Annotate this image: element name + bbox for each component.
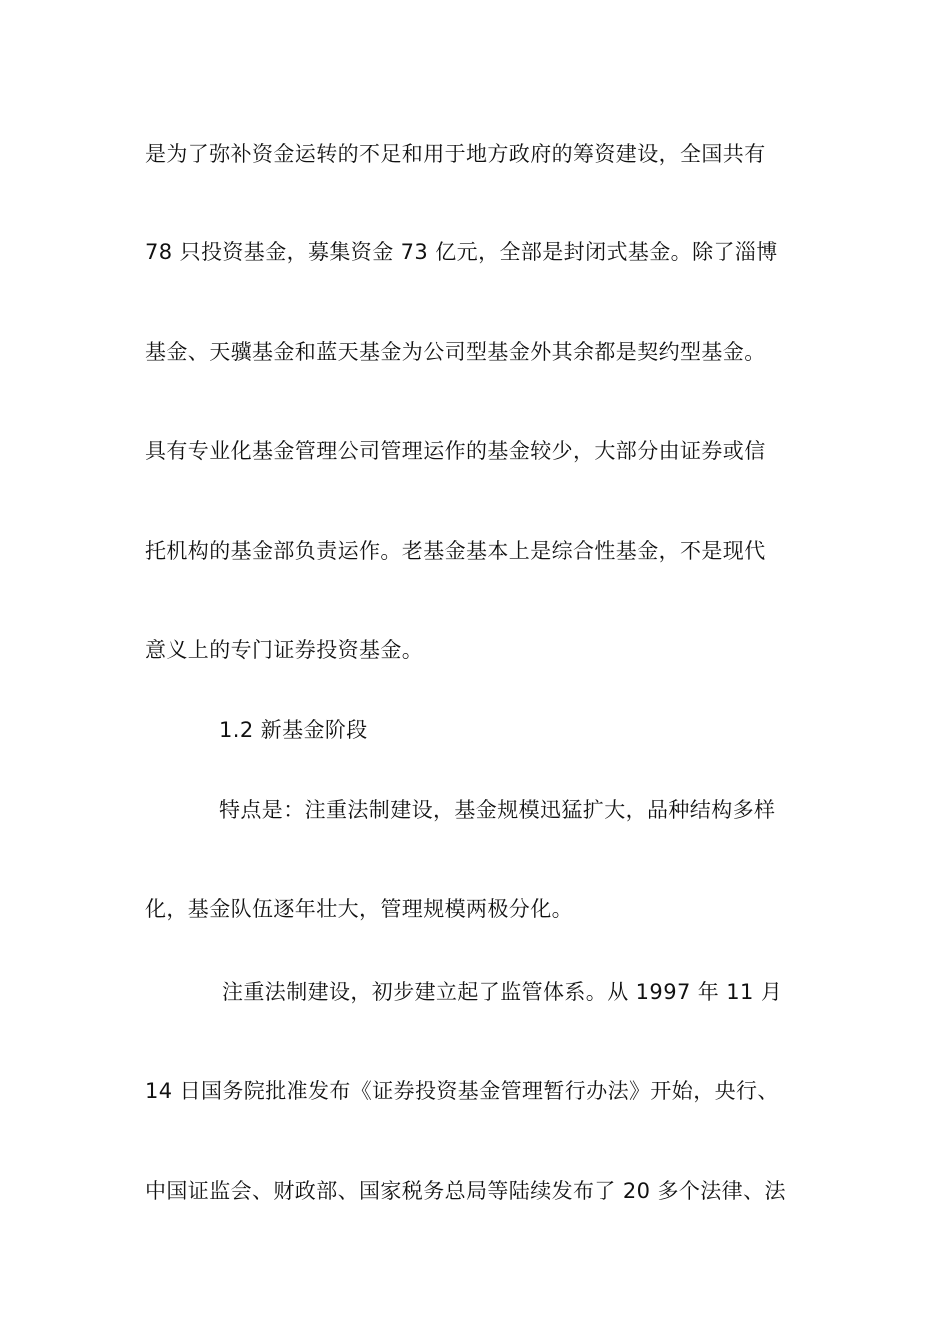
paragraph-line-1: 是为了弥补资金运转的不足和用于地方政府的筹资建设，全国共有	[145, 142, 766, 166]
section-heading: 1.2 新基金阶段	[219, 718, 368, 742]
paragraph-line-8: 化，基金队伍逐年壮大，管理规模两极分化。	[145, 897, 573, 921]
paragraph-line-4: 具有专业化基金管理公司管理运作的基金较少，大部分由证券或信	[145, 439, 766, 463]
paragraph-line-5: 托机构的基金部负责运作。老基金基本上是综合性基金，不是现代	[145, 539, 766, 563]
paragraph-line-9: 注重法制建设，初步建立起了监管体系。从 1997 年 11 月	[222, 980, 783, 1004]
paragraph-line-10: 14 日国务院批准发布《证券投资基金管理暂行办法》开始，央行、	[145, 1079, 779, 1103]
paragraph-line-2: 78 只投资基金，募集资金 73 亿元，全部是封闭式基金。除了淄博	[145, 240, 778, 264]
paragraph-line-6: 意义上的专门证券投资基金。	[145, 638, 424, 662]
paragraph-line-7: 特点是：注重法制建设，基金规模迅猛扩大，品种结构多样	[219, 798, 776, 822]
paragraph-line-11: 中国证监会、财政部、国家税务总局等陆续发布了 20 多个法律、法	[145, 1179, 786, 1203]
paragraph-line-3: 基金、天骥基金和蓝天基金为公司型基金外其余都是契约型基金。	[145, 340, 766, 364]
